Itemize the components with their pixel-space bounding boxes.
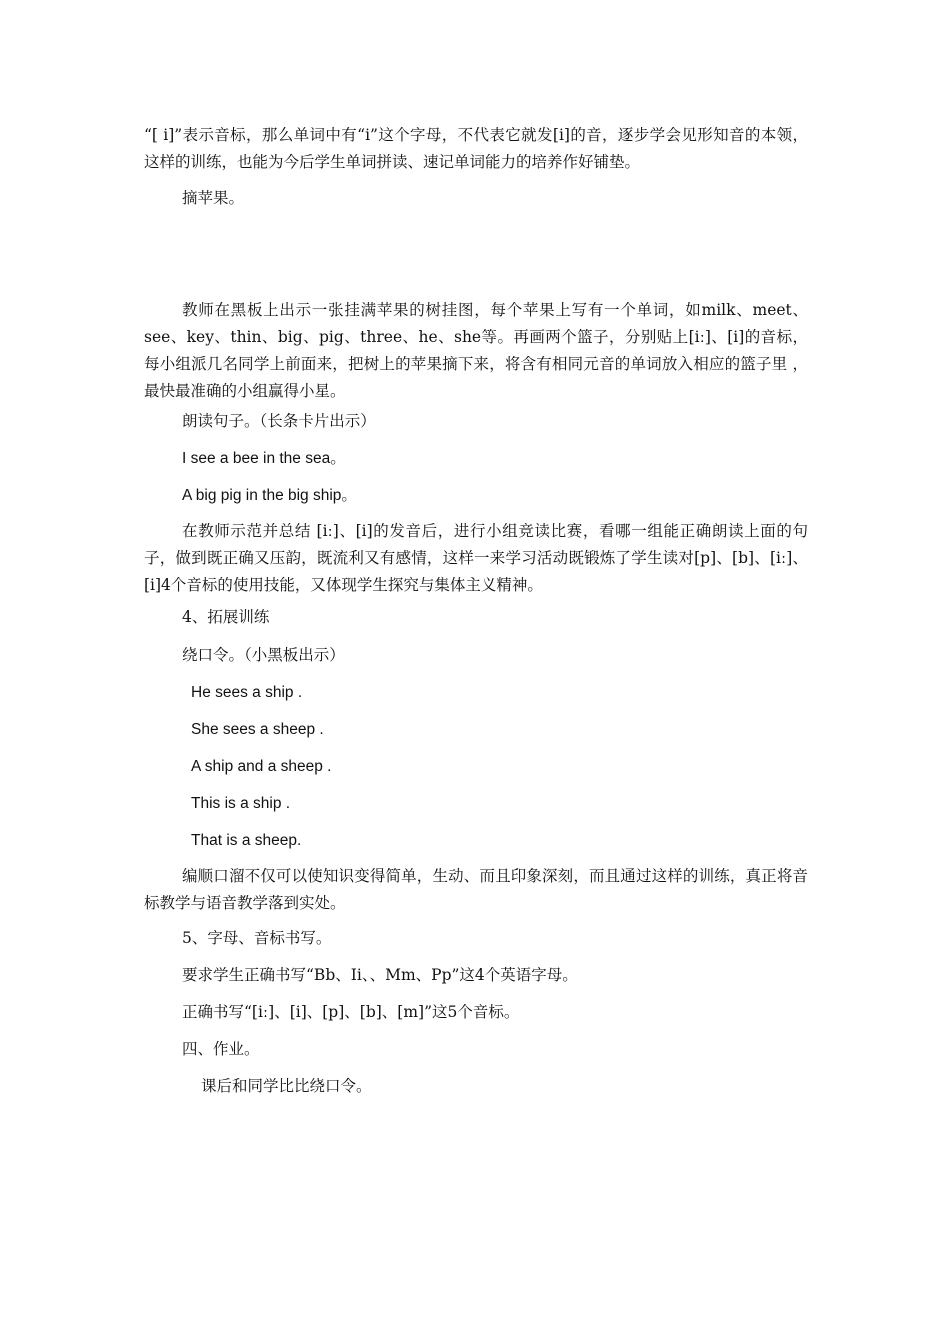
tongue-twister-line-4: This is a ship . [191, 795, 291, 812]
section-heading-homework: 四、作业。 [182, 1040, 260, 1058]
activity-heading-pick-apples: 摘苹果。 [182, 189, 245, 207]
paragraph-rhyme-benefit: 编顺口溜不仅可以使知识变得简单，生动、而且印象深刻，而且通过这样的训练，真正将音标教学与语音教学落到实处。 [144, 867, 808, 912]
tongue-twister-line-2: She sees a sheep . [191, 721, 324, 738]
tongue-twister-line-1: He sees a ship . [191, 684, 303, 701]
activity-heading-read-sentences: 朗读句子。（长条卡片出示） [182, 412, 376, 430]
section-heading-extension: 4、拓展训练 [182, 608, 270, 626]
tongue-twister-line-5: That is a sheep. [191, 832, 302, 849]
example-sentence-2: A big pig in the big ship。 [182, 487, 357, 504]
section-heading-writing: 5、字母、音标书写。 [182, 929, 332, 947]
tongue-twister-line-3: A ship and a sheep . [191, 758, 332, 775]
paragraph-write-phonetics: 正确书写“[iː]、[i]、[p]、[b]、[m]”这5个音标。 [182, 1003, 520, 1021]
activity-heading-tongue-twister: 绕口令。（小黑板出示） [182, 646, 345, 664]
paragraph-homework: 课后和同学比比绕口令。 [201, 1077, 372, 1095]
paragraph-phonetic-note: “[ i]”表示音标，那么单词中有“i”这个字母，不代表它就发[i]的音，逐步学会见形知音的本领，这样的训练，也能为今后学生单词拼读、速记单词能力的培养作好铺垫。 [144, 126, 808, 171]
paragraph-reading-contest: 在教师示范并总结 [iː]、[i]的发音后，进行小组竞读比赛，看哪一组能正确朗读上面的句子，做到既正确又压韵，既流利又有感情，这样一来学习活动既锻炼了学生读对[p]、[b]、[iː]、[i]4个音标的使用技能，又体现学生探究与集体主义精神。 [144, 522, 808, 594]
example-sentence-1: I see a bee in the sea。 [182, 450, 346, 467]
paragraph-write-letters: 要求学生正确书写“Bb、Ii、、Mm、Pp”这4个英语字母。 [182, 966, 578, 984]
paragraph-apple-game: 教师在黑板上出示一张挂满苹果的树挂图，每个苹果上写有一个单词，如milk、meet、see、key、thin、big、pig、three、he、she等。再画两个篮子，分别贴上[iː]、[i]的音标，每小组派几名同学上前面来，把树上的苹果摘下来，将含有相同元音的单词放入相应的篮子里 ，最快最准确的小组赢得小星。 [144, 301, 808, 400]
